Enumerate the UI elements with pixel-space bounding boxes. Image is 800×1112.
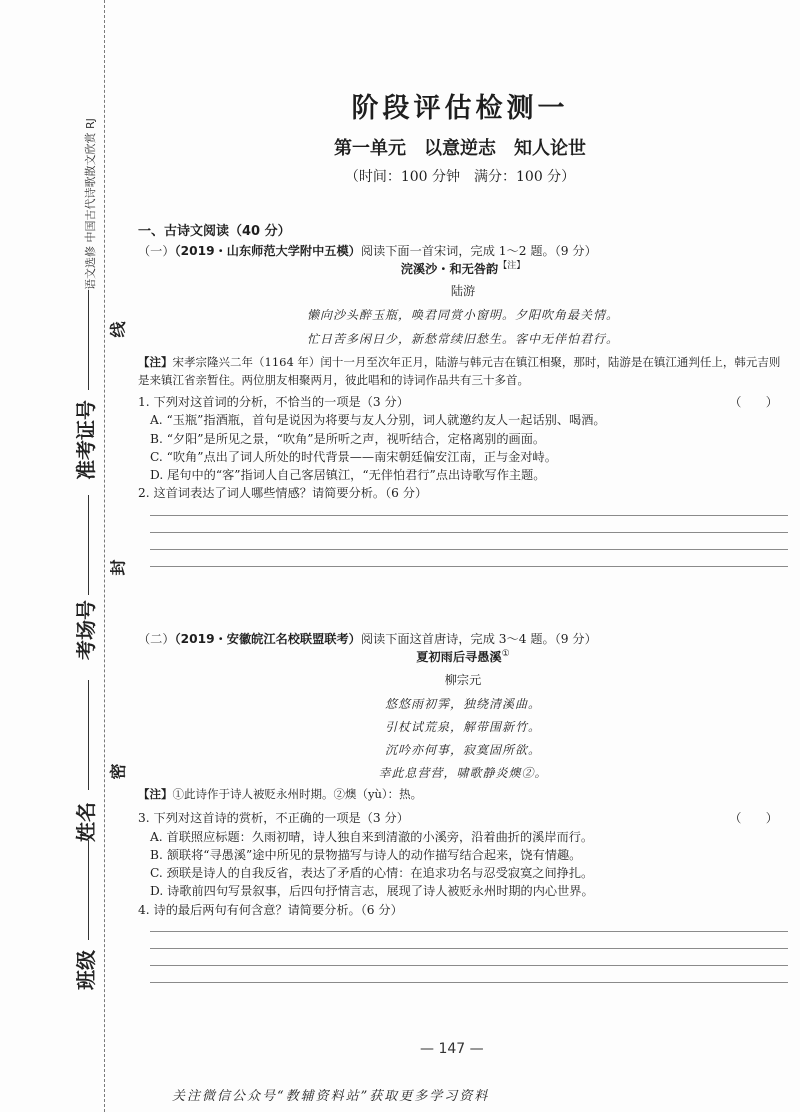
answer-bracket[interactable]: （ ）: [729, 394, 778, 409]
poem1-title: 浣溪沙・和无咎韵: [400, 261, 499, 276]
q1-option-a: A. “玉瓶”指酒瓶，首句是说因为将要与友人分别，词人就邀约友人一起话别、喝酒。: [150, 413, 606, 428]
q1-option-c: C. “吹角”点出了词人所处的时代背景——南宋朝廷偏安江南，正与金对峙。: [150, 449, 557, 464]
class-fill-line[interactable]: [88, 840, 89, 940]
answer-bracket[interactable]: （ ）: [729, 811, 778, 826]
poem2-title-row: [138, 648, 788, 666]
time-score-info: （时间：100 分钟 满分：100 分）: [344, 169, 576, 185]
poem2-line-4: 幸此息营营，啸歌静炎燠②。: [378, 765, 548, 780]
page-number: — 147 —: [420, 1041, 484, 1057]
question-3: 3. 下列对这首诗的赏析，不正确的一项是（3 分） （ ）: [138, 809, 788, 827]
part2-heading: （二）（2019・安徽皖江名校联盟联考）阅读下面这首唐诗，完成 3～4 题。（9 分）: [138, 632, 597, 646]
poem1-author: 陆游: [450, 284, 476, 299]
answer-line[interactable]: [150, 931, 788, 932]
answer-line[interactable]: [150, 566, 788, 567]
question-2: 2. 这首词表达了词人哪些情感？请简要分析。（6 分）: [138, 486, 428, 501]
answer-line[interactable]: [150, 965, 788, 966]
answer-line[interactable]: [150, 532, 788, 533]
unit-subtitle: 第一单元 以意逆志 知人论世: [334, 138, 586, 159]
footer-note: 关注微信公众号“教辅资料站”获取更多学习资料: [172, 1089, 490, 1104]
book-info: 语文选修 中国古代诗歌散文欣赏 RJ: [84, 118, 97, 290]
poem2-title: 夏初雨后寻愚溪: [416, 650, 502, 665]
cut-mark-seal: 封: [108, 559, 128, 576]
answer-line[interactable]: [150, 515, 788, 516]
exam-room-fill-line[interactable]: [88, 495, 89, 595]
poem2-line-3: 沉吟亦何事，寂寞固所欲。: [384, 742, 541, 757]
poem2-line-1: 悠悠雨初霁，独绕清溪曲。: [384, 696, 541, 711]
q1-option-b: B. “夕阳”是所见之景，“吹角”是所听之声，视听结合，定格离别的画面。: [150, 431, 546, 446]
q3-option-b: B. 颔联将“寻愚溪”途中所见的景物描写与诗人的动作描写结合起来，饶有情趣。: [150, 847, 582, 862]
poem2-note: 【注】①此诗作于诗人被贬永州时期。②燠（yù）：热。: [138, 786, 423, 801]
q3-option-c: C. 颈联是诗人的自我反省，表达了矛盾的心情：在追求功名与忍受寂寞之间挣扎。: [150, 866, 594, 881]
cut-mark-secret: 密: [108, 763, 128, 780]
section-heading: 一、古诗文阅读（40 分）: [138, 224, 291, 239]
poem1-note: 【注】宋孝宗隆兴二年（1164 年）闰十一月至次年正月，陆游与韩元吉在镇江相聚，那时，陆游是在镇江通判任上，韩元吉则是来镇江省亲暂住。两位朋友相聚两月，彼此唱和的诗词作品共有三十多首。: [138, 355, 781, 387]
section-1-part-2: [138, 630, 788, 999]
ticket-label: 准考证号: [74, 400, 98, 480]
poem1-note-mark: 【注】: [498, 260, 526, 271]
part2-source: （2019・安徽皖江名校联盟联考）: [174, 632, 361, 646]
poem2-note-mark: ①: [501, 649, 510, 660]
poem2-author: 柳宗元: [444, 672, 482, 687]
ticket-fill-line[interactable]: [88, 290, 89, 390]
name-fill-line[interactable]: [88, 680, 89, 790]
poem1-line-1: 懒向沙头醉玉瓶，唤君同赏小窗明。夕阳吹角最关情。: [306, 308, 619, 323]
class-label: 班级: [74, 950, 98, 990]
q3-option-a: A. 首联照应标题：久雨初晴，诗人独自来到清澈的小溪旁，沿着曲折的溪岸而行。: [150, 829, 594, 844]
part1-heading: （一）（2019・山东师范大学附中五模）阅读下面一首宋词，完成 1～2 题。（9 分）: [138, 243, 597, 258]
poem2-line-2: 引杖试荒泉，解带围新竹。: [384, 719, 541, 734]
poem1-title-row: [138, 260, 788, 278]
section-1: [138, 222, 788, 583]
q3-option-d: D. 诗歌前四句写景叙事，后四句抒情言志，展现了诗人被贬永州时期的内心世界。: [150, 884, 594, 899]
answer-line[interactable]: [150, 982, 788, 983]
exam-room-label: 考场号: [74, 600, 98, 660]
question-1: 1. 下列对这首词的分析，不恰当的一项是（3 分） （ ）: [138, 393, 788, 411]
binding-dashed-line: [104, 0, 105, 1112]
question-4: 4. 诗的最后两句有何含意？请简要分析。（6 分）: [138, 902, 403, 917]
poem1-line-2: 忙日苦多闲日少，新愁常续旧愁生。客中无伴怕君行。: [306, 332, 619, 347]
answer-line[interactable]: [150, 549, 788, 550]
page-title: 阶段评估检测一: [351, 93, 569, 124]
part1-source: （2019・山东师范大学附中五模）: [174, 243, 361, 258]
cut-mark-line: 线: [108, 321, 128, 338]
q1-option-d: D. 尾句中的“客”指词人自己客居镇江，“无伴怕君行”点出诗歌写作主题。: [150, 468, 546, 483]
name-label: 姓名: [74, 802, 98, 842]
answer-line[interactable]: [150, 948, 788, 949]
